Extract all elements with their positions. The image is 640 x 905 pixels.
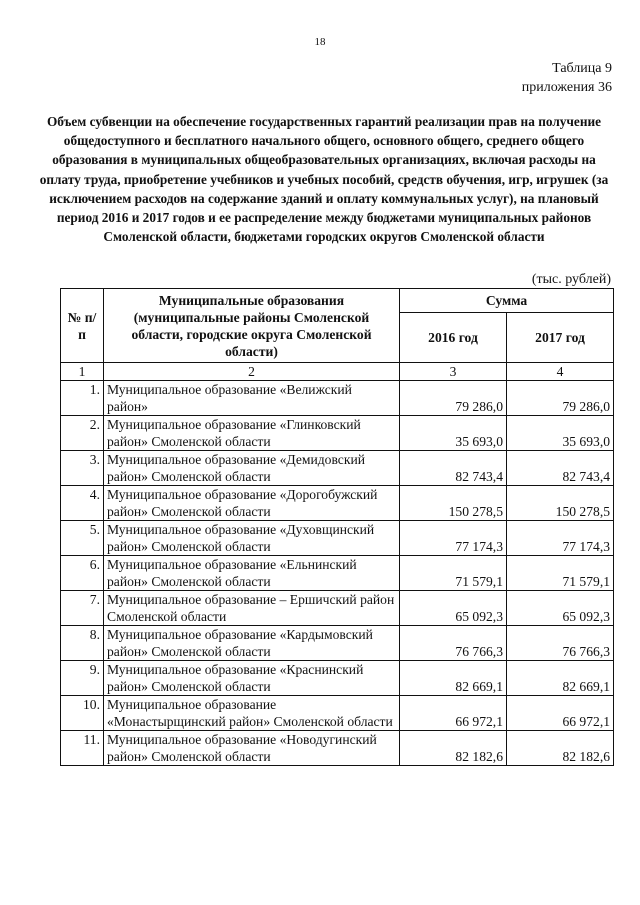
header-sum: Сумма <box>400 289 614 313</box>
row-number-cell: 4. <box>61 486 104 521</box>
header-year-2017: 2017 год <box>507 313 614 363</box>
amount-2016-cell: 35 693,0 <box>400 416 507 451</box>
column-number: 2 <box>104 363 400 381</box>
column-number: 3 <box>400 363 507 381</box>
municipality-name-cell: Муниципальное образование «Ельнинский район» Смоленской области <box>104 556 400 591</box>
row-number-cell: 5. <box>61 521 104 556</box>
table-row <box>61 381 614 416</box>
row-number-cell: 3. <box>61 451 104 486</box>
amount-2017-cell: 77 174,3 <box>507 521 614 556</box>
table-label <box>522 59 612 97</box>
amount-2017-cell: 35 693,0 <box>507 416 614 451</box>
row-number-cell: 11. <box>61 731 104 766</box>
amount-2017-cell: 71 579,1 <box>507 556 614 591</box>
amount-2016-cell: 79 286,0 <box>400 381 507 416</box>
municipality-name-cell: Муниципальное образование «Глинковский район» Смоленской области <box>104 416 400 451</box>
amount-2016-cell: 82 182,6 <box>400 731 507 766</box>
table-row <box>61 486 614 521</box>
units-label: (тыс. рублей) <box>531 272 611 287</box>
amount-2016-cell: 66 972,1 <box>400 696 507 731</box>
table-label-appendix: приложения 36 <box>521 80 612 95</box>
municipality-name-cell: Муниципальное образование «Духовщинский район» Смоленской области <box>104 521 400 556</box>
table-row <box>61 416 614 451</box>
amount-2017-cell: 79 286,0 <box>507 381 614 416</box>
table-row <box>61 591 614 626</box>
amount-2017-cell: 65 092,3 <box>507 591 614 626</box>
municipality-name-cell: Муниципальное образование «Кардымовский район» Смоленской области <box>104 626 400 661</box>
page-number: 18 <box>314 36 326 48</box>
amount-2017-cell: 66 972,1 <box>507 696 614 731</box>
subvention-table <box>60 288 614 766</box>
municipality-name-cell: Муниципальное образование «Велижский район» <box>104 381 400 416</box>
municipality-name-cell: Муниципальное образование «Краснинский район» Смоленской области <box>104 661 400 696</box>
row-number-cell: 1. <box>61 381 104 416</box>
row-number-cell: 10. <box>61 696 104 731</box>
table-row <box>61 521 614 556</box>
row-number-cell: 7. <box>61 591 104 626</box>
row-number-cell: 6. <box>61 556 104 591</box>
municipality-name-cell: Муниципальное образование – Ершичский район Смоленской области <box>104 591 400 626</box>
municipality-name-cell: Муниципальное образование «Новодугинский район» Смоленской области <box>104 731 400 766</box>
municipality-name-cell: Муниципальное образование «Дорогобужский район» Смоленской области <box>104 486 400 521</box>
amount-2017-cell: 82 182,6 <box>507 731 614 766</box>
table-row <box>61 556 614 591</box>
amount-2016-cell: 77 174,3 <box>400 521 507 556</box>
municipality-name-cell: Муниципальное образование «Демидовский район» Смоленской области <box>104 451 400 486</box>
table-row <box>61 661 614 696</box>
header-year-2016: 2016 год <box>400 313 507 363</box>
amount-2017-cell: 150 278,5 <box>507 486 614 521</box>
column-number: 1 <box>61 363 104 381</box>
column-number-row <box>61 363 614 381</box>
amount-2016-cell: 76 766,3 <box>400 626 507 661</box>
table-row <box>61 731 614 766</box>
header-num: № п/п <box>61 289 104 363</box>
amount-2016-cell: 71 579,1 <box>400 556 507 591</box>
table-label-number: Таблица 9 <box>552 61 612 76</box>
row-number-cell: 8. <box>61 626 104 661</box>
table-row <box>61 696 614 731</box>
amount-2017-cell: 82 669,1 <box>507 661 614 696</box>
amount-2016-cell: 150 278,5 <box>400 486 507 521</box>
table-row <box>61 626 614 661</box>
table-row <box>61 451 614 486</box>
municipality-name-cell: Муниципальное образование «Монастырщинский район» Смоленской области <box>104 696 400 731</box>
column-number: 4 <box>507 363 614 381</box>
row-number-cell: 9. <box>61 661 104 696</box>
row-number-cell: 2. <box>61 416 104 451</box>
amount-2016-cell: 82 743,4 <box>400 451 507 486</box>
header-name: Муниципальные образования (муниципальные районы Смоленской области, городские округа Смоленской области) <box>104 289 400 363</box>
amount-2016-cell: 65 092,3 <box>400 591 507 626</box>
document-title: Объем субвенции на обеспечение государственных гарантий реализации прав на получение общедоступного и бесплатного начального общего, основного общего, среднего общего образования в муниципальных общеобразовательных организациях, включая расходы на оплату труда, приобретение учебников и учебных пособий, средств обучения, игр, игрушек (за исключением расходов на содержание зданий и оплату коммунальных услуг), на плановый период 2016 и 2017 годов и ее распределение между бюджетами муниципальных районов Смоленской области, бюджетами городских округов Смоленской области <box>39 114 609 245</box>
amount-2017-cell: 76 766,3 <box>507 626 614 661</box>
amount-2017-cell: 82 743,4 <box>507 451 614 486</box>
amount-2016-cell: 82 669,1 <box>400 661 507 696</box>
